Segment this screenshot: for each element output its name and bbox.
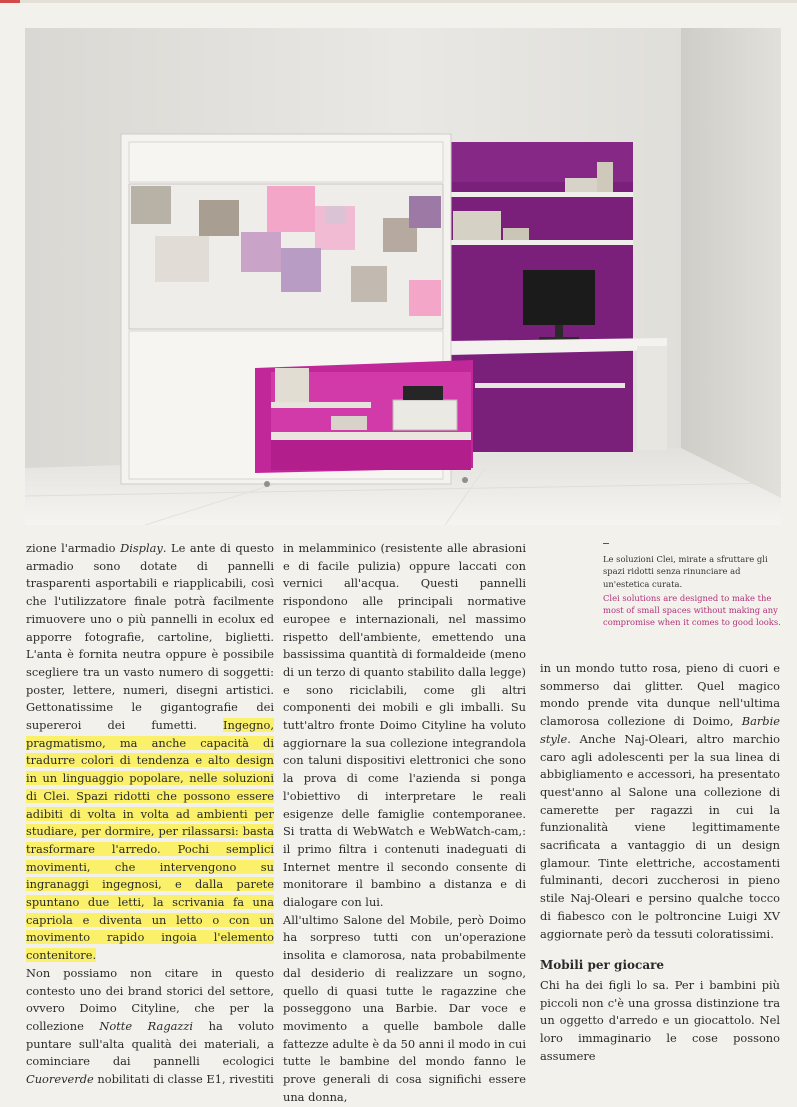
panel-name: Cuoreverde xyxy=(26,1072,94,1087)
text: . Le ante di questo armadio sono dotate di pannelli trasparenti asportabili e riapplicabili, così che l'utilizzatore finale potrà facilmente rimuovere uno o più pannelli in ecolux ed apporre fotografie, cartoline, biglietti. L'anta è fornita neutra oppure è possibile scegliere tra un vasto numero di soggetti: poster, lettere, numeri, disegni artistici. Gettonatissime le gigantografie dei supereroi dei fumetti. xyxy=(26,541,274,733)
paragraph xyxy=(540,660,780,943)
section-heading: Mobili per giocare xyxy=(540,958,665,973)
photo-caption xyxy=(603,553,783,629)
paragraph xyxy=(26,540,274,965)
highlighted-text: Ingegno, pragmatismo, ma anche capacità di tradurre colori di tendenza e alto design in un linguaggio popolare, nelle soluzioni di Clei. Spazi ridotti che possono essere adibiti di volta in volta ad ambienti per studiare, per dormire, per rilassarsi: basta trasformare l'arredo. Pochi semplici movimenti, che intervengono su ingranaggi ingegnosi, e dalla parete spuntano due letti, la scrivania fa una capriola e diventa un letto o con un movimento rapido ingoia l'elemento contenitore. xyxy=(26,718,274,963)
text: zione l'armadio xyxy=(26,541,121,555)
text: nobilitati di classe E1, rivestiti xyxy=(93,1072,274,1087)
page-top-marker xyxy=(0,0,20,3)
caption-english: Clei solutions are designed to make the most of small spaces without making any compromise when it comes to good looks. xyxy=(603,592,781,628)
caption-marker xyxy=(603,543,609,544)
caption-italian: Le soluzioni Clei, mirate a sfruttare gli spazi ridotti senza rinunciare ad un'estetica curata. xyxy=(603,554,768,589)
collection-name: Barbie style xyxy=(540,714,780,746)
text-column-2 xyxy=(283,540,526,1107)
text: . Anche Naj-Oleari, altro marchio caro agli adolescenti per la sua linea di abbigliamento e accessori, ha presentato quest'anno al Salone una collezione di camerette per ragazzi in cui la funzionalità viene legittimamente sacrificata a vantaggio di un design glamour. Tinte elettriche, accostamenti fulminanti, decori zuccherosi in pieno stile Naj-Oleari e persino qualche tocco di fiabesco con le poltroncine Luigi XV aggiornate però da tessuti coloratissimi. xyxy=(540,731,780,941)
room-photo xyxy=(25,28,781,525)
text-column-1 xyxy=(26,540,274,1089)
paragraph: Chi ha dei figli lo sa. Per i bambini più piccoli non c'è una grossa distinzione tra un oggetto d'arredo e un giocattolo. Nel loro immaginario le cose possono assumere xyxy=(540,977,780,1063)
paragraph xyxy=(26,965,274,1089)
product-name: Display xyxy=(120,541,163,555)
page-top-edge xyxy=(0,0,797,3)
text-column-3 xyxy=(540,660,780,1065)
paragraph: in melamminico (resistente alle abrasioni e di facile pulizia) oppure laccati con vernici all'acqua. Questi pannelli rispondono alle principali normative europee e internazionali, nel massimo rispetto dell'ambiente, emettendo una bassissima quantità di formaldeide (meno di un terzo di quanto stabilito dalla legge) e sono riciclabili, come gli altri componenti dei mobili e gli imballi. Su tutt'altro fronte Doimo Cityline ha voluto aggiornare la sua collezione integrandola con taluni dispositivi elettronici che sono la prova di come l'azienda si ponga l'obiettivo di interpretare le reali esigenze delle famiglie contemporanee. Si tratta di WebWatch e WebWatch-cam,: il primo filtra i contenuti inadeguati di Internet mentre il secondo consente di monitorare il bambino a distanza e di dialogare con lui. xyxy=(283,541,526,910)
paragraph: All'ultimo Salone del Mobile, però Doimo ha sorpreso tutti con un'operazione insolita e clamorosa, nata probabilmente dal desiderio di realizzare un sogno, quello di quasi tutte le ragazzine che posseggono una Barbie. Dar voce e movimento a quelle bambole dalle fattezze adulte è da 50 anni il modo in cui tutte le bambine del mondo fanno le prove generali di cosa significhi essere una donna, xyxy=(283,912,526,1104)
text: ha voluto puntare sull'alta qualità dei materiali, a cominciare dai pannelli ecologici xyxy=(26,1018,274,1069)
text: in un mondo tutto rosa, pieno di cuori e sommerso dai glitter. Quel magico mondo prende vita dunque nell'ultima clamorosa collezione di Doimo, xyxy=(540,661,780,729)
collection-name: Notte Ragazzi xyxy=(99,1018,194,1033)
text: Non possiamo non citare in questo contesto uno dei brand storici del settore, ovvero Doimo Cityline, che per la collezione xyxy=(26,965,274,1033)
